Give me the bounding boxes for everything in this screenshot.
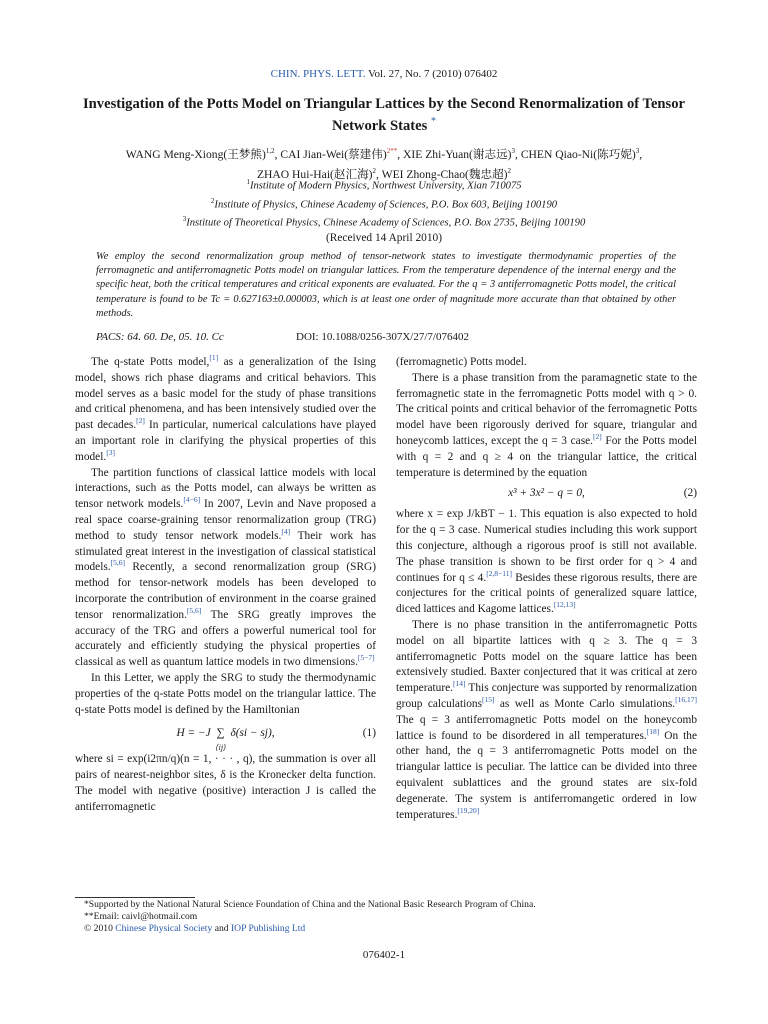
author-6-affil: 2 [507,166,512,175]
equation-number: (1) [362,727,376,740]
affiliation: $^3$Institute of Theoretical Physics, Chinese Academy of Sciences, P.O. Box 2735, Beijing 100190 [182,215,586,229]
author-3-affil: 3 [511,147,516,155]
equation-1 [75,718,376,752]
paragraph: The q-state Potts model,[1] as a generalization of the Ising model, shows rich phase diagrams and critical behaviors. This model serves as a basic model for the study of phase transitions and critical phenomena, and has been intensively studied over the past decades.[2] In particular, numerical calculations have played an important role in clarifying the physical properties of this model.[3] [75,353,376,463]
cps-link[interactable]: Chinese Physical Society [115,923,213,934]
author-5-affil: 2 [372,166,377,175]
paper-title [60,95,708,135]
citation-link[interactable]: [2,8−11] [486,568,513,578]
paragraph: There is no phase transition in the antiferromagnetic Potts model on all bipartite lattices with q ≥ 3. The q = 3 antiferromagnetic Potts model on the square lattice has been extensively studied. Baxter conjectured that it was critical at zero temperature.[14] This conjecture was supported by renormalization group calculations[15] as well as Monte Carlo simulations.[16,17] The q = 3 antiferromagnetic Potts model on the honeycomb lattice is found to be disordered in all temperatures.[18] On the other hand, the q = 3 antiferromagnetic Potts model on the triangular lattice is peculiar. The lattice can be divided into three equivalent sublattices and the ground states are six-fold degenerate. The system is antiferromangetic ordered in low temperatures.[19,20] [396,618,697,821]
iop-link[interactable]: IOP Publishing Ltd [230,923,306,934]
author-6: WEI Zhong-Chao(魏忠超) [381,167,508,181]
email-footnote[interactable]: **Email: caivl@hotmail.com [84,911,198,922]
page-number: 076402-1 [362,949,406,961]
eq2-body: x³ + 3x² − q = 0, [508,487,585,500]
sum-symbol: ∑ ⟨ij⟩ [214,726,228,742]
title-footnote-mark[interactable]: * [430,116,436,127]
citation-link[interactable]: [2] [592,432,602,442]
citation-link[interactable]: [5,6] [110,558,125,568]
eq1-rhs: δ(si − sj), [230,727,275,740]
funding-footnote: *Supported by the National Natural Science Foundation of China and the National Basic Research Program of China. [84,899,536,910]
author-4-affil: 3 [635,147,640,155]
paragraph: where si = exp(i2πn/q)(n = 1, · · · , q), the summation is over all pairs of nearest-neighbor sites, δ is the Kronecker delta function. The model with negative (positive) interaction J is called the antiferromagnetic [75,753,376,813]
title-text: Investigation of the Potts Model on Triangular Lattices by the Second Renormalization of Tensor Network States [83,96,685,134]
affiliation: $^2$Institute of Physics, Chinese Academy of Sciences, P.O. Box 603, Beijing 100190 [210,196,558,211]
author-list: WANG Meng-Xiong(王梦熊)$^{1,2}$, CAI Jian-Wei(蔡建伟)$^{2**}$, XIE Zhi-Yuan(谢志远)$^3$, CHEN Qiao-Ni(陈巧妮)$^3$, ZHAO Hui-Hai(赵汇海)$^2$, WEI Zhong-Chao(魏忠超)$^2$ [125,147,643,181]
copyright-line: © 2010 Chinese Physical Society and IOP Publishing Ltd [84,923,306,934]
citation-link[interactable]: [5−7] [357,653,375,663]
author-3: XIE Zhi-Yuan(谢志远) [403,147,512,161]
equation-number: (2) [683,487,697,500]
affiliation: $^1$Institute of Modern Physics, Northwest University, Xian 710075 [246,178,522,192]
eq1-lhs: H = −J [176,727,211,740]
footnotes [84,899,704,935]
citation-link[interactable]: [16,17] [675,695,697,705]
citation-link[interactable]: [5,6] [186,605,202,615]
right-column [396,355,697,823]
author-5: ZHAO Hui-Hai(赵汇海) [256,167,373,181]
citation-link[interactable]: [19,20] [457,805,480,815]
paragraph: where x = exp J/kBT − 1. This equation is also expected to hold for the q = 3 case. Numerical studies including this work support this conjecture, although a rigorous proof is still not available. The phase transition is shown to be first order for q > 4 and continues for q ≤ 4.[2,8−11] Besides these rigorous results, there are conjectures for the critical points of generalized square lattice, diced lattices and Kagome lattices.[12,13] [396,508,697,616]
footnote-divider [75,897,195,898]
paragraph: (ferromagnetic) Potts model. [396,356,527,368]
citation-link[interactable]: [1] [209,353,219,363]
author-1: WANG Meng-Xiong(王梦熊) [125,147,266,161]
abstract: We employ the second renormalization group method of tensor-network states to investigate thermodynamic properties of the ferromagnetic and antiferromagnetic Potts model on triangular lattices. From the temperature dependence of the internal energy and the specific heat, both the critical temperatures and critical exponents are evaluated. For the q = 3 antiferromagnetic Potts model, the critical temperature is found to be Tc = 0.627163±0.000003, which is at least one order of magnitude more accurate than that obtained by other methods. [96,251,676,319]
sum-subscript: ⟨ij⟩ [215,743,227,753]
paragraph: In this Letter, we apply the SRG to study the thermodynamic properties of the q-state Potts model on the triangular lattice. The q-state Potts model is defined by the Hamiltonian [75,671,376,716]
received-date: (Received 14 April 2010) [325,232,443,244]
pacs-codes: PACS: 64. 60. De, 05. 10. Cc [96,331,224,343]
affiliation-list [60,175,708,231]
journal-header [0,68,768,80]
citation-link[interactable]: [2] [136,416,145,426]
author-2: CAI Jian-Wei(蔡建伟) [280,147,387,161]
citation-link[interactable]: [14] [453,679,466,689]
author-1-affil: 1,2 [265,147,275,155]
citation-link[interactable]: [18] [646,726,660,736]
journal-name[interactable]: CHIN. PHYS. LETT. [270,68,366,80]
citation-link[interactable]: [3] [106,448,115,457]
citation-link[interactable]: [4] [281,526,291,536]
equation-2 [396,481,697,507]
citation-link[interactable]: [4−6] [183,495,201,505]
pacs-doi-row [96,331,676,343]
paragraph: There is a phase transition from the paramagnetic state to the ferromagnetic state in the ferromagnetic Potts model with q > 0. The critical points and critical behavior of the ferromagnetic Potts model have been rigorously derived for square, triangular and honeycomb lattices, except the q = 3 case.[2] For the Potts model with q = 2 and q ≥ 4 on the triangular lattice, the critical temperature is determined by the equation [396,371,697,479]
doi[interactable]: DOI: 10.1088/0256-307X/27/7/076402 [296,331,469,343]
left-column [75,355,376,816]
author-2-affil: 2** [386,147,398,155]
author-4: CHEN Qiao-Ni(陈巧妮) [520,147,636,161]
citation-link[interactable]: [12,13] [553,600,576,610]
paragraph: The partition functions of classical lattice models with local interactions, such as the Potts model, can always be written as tensor network models.[4−6] In 2007, Levin and Nave proposed a real space coarse-graining tensor renormalization group (TRG) method to study tensor network models.[4] Their work has stimulated great interest in the investigation of classical statistical models.[5,6] Recently, a second renormalization group (SRG) method for tensor-network models has been developed to incorporate the contribution of environment in the coarse grained tensor renormalization.[5,6] The SRG greatly improves the accuracy of the TRG and offers a powerful numerical tool for accurately and efficiently studying the physical properties of classical as well as quantum lattice models in two dimensions.[5−7] [75,466,377,669]
citation-link[interactable]: [15] [482,695,495,705]
journal-volume: Vol. 27, No. 7 (2010) 076402 [368,68,498,80]
